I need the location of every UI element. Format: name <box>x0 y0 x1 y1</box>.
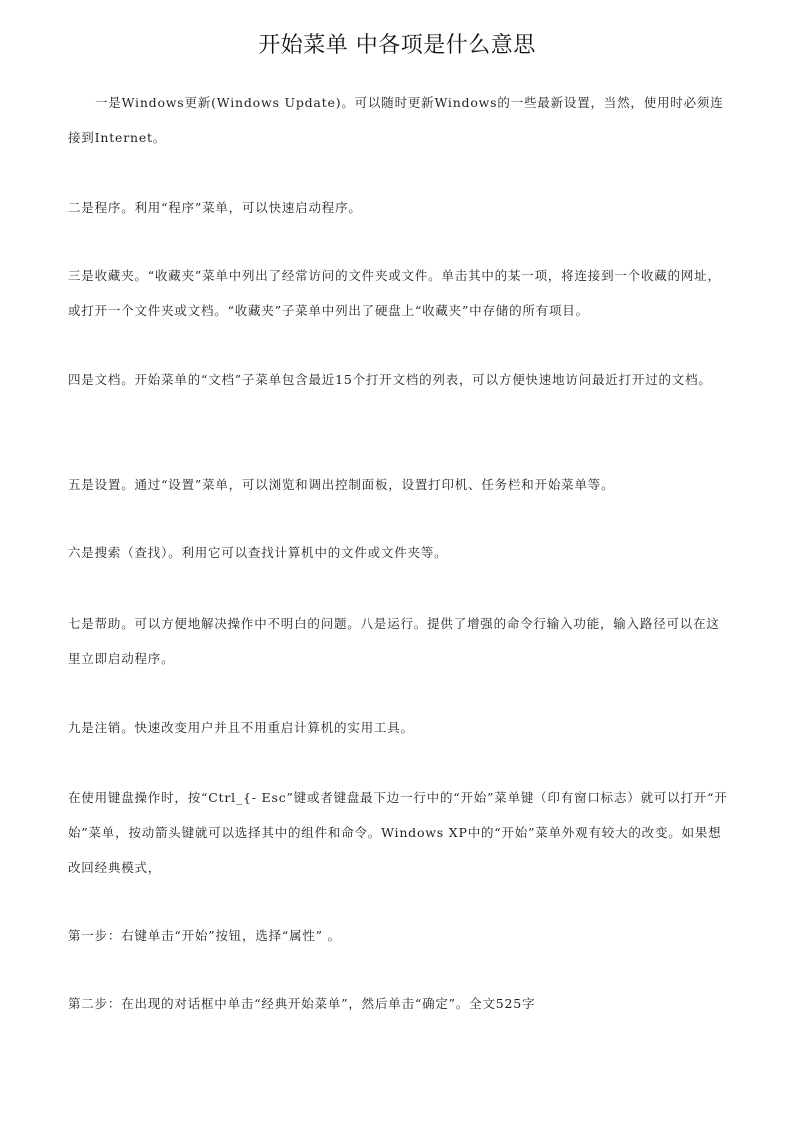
paragraph-programs: 二是程序。利用“程序”菜单，可以快速启动程序。 <box>68 200 362 215</box>
paragraph-documents: 四是文档。开始菜单的“文档”子菜单包含最近15个打开文档的列表，可以方便快速地访问最近打开过的文档。 <box>68 372 712 387</box>
paragraph-search: 六是搜索（查找）。利用它可以查找计算机中的文件或文件夹等。 <box>68 545 448 560</box>
paragraph-windows-update: 一是Windows更新(Windows Update)。可以随时更新Windows的一些最新设置，当然，使用时必须连接到Internet。 <box>68 95 724 145</box>
paragraph-step-one: 第一步：右键单击“开始”按钮，选择“属性” 。 <box>68 928 341 943</box>
paragraph-settings: 五是设置。通过“设置”菜单，可以浏览和调出控制面板，设置打印机、任务栏和开始菜单等。 <box>68 477 615 492</box>
paragraph-favorites: 三是收藏夹。“收藏夹”菜单中列出了经常访问的文件夹或文件。单击其中的某一项，将连接到一个收藏的网址，或打开一个文件夹或文档。“收藏夹”子菜单中列出了硬盘上“收藏夹”中存储的所有项目。 <box>68 268 721 318</box>
paragraph-help-run: 七是帮助。可以方便地解决操作中不明白的问题。八是运行。提供了增强的命令行输入功能，输入路径可以在这里立即启动程序。 <box>68 616 720 666</box>
paragraph-keyboard: 在使用键盘操作时，按“Ctrl_{- Esc”键或者键盘最下边一行中的“开始”菜单键（印有窗口标志）就可以打开“开始”菜单，按动箭头键就可以选择其中的组件和命令。Windows XP中的“开始”菜单外观有较大的改变。如果想改回经典模式， <box>68 790 728 875</box>
paragraph-step-two: 第二步：在出现的对话框中单击“经典开始菜单”，然后单击“确定”。全文525字 <box>68 996 536 1011</box>
paragraph-logoff: 九是注销。快速改变用户并且不用重启计算机的实用工具。 <box>68 720 414 735</box>
page-title: 开始菜单 中各项是什么意思 <box>258 33 536 58</box>
